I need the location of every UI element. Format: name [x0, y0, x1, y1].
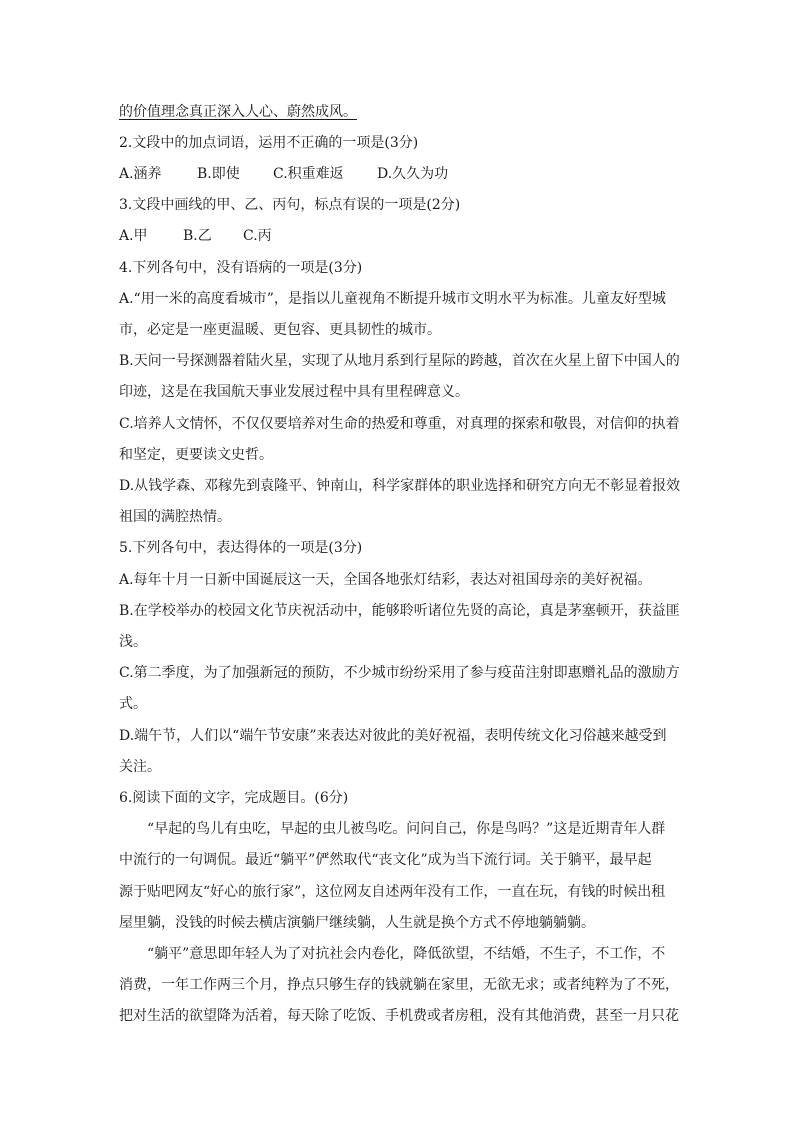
q5-line: B.在学校举办的校园文化节庆祝活动中，能够聆听诸位先贤的高论，真是茅塞顿开，获益匪 [119, 603, 680, 619]
q6-paragraph-line: 把对生活的欲望降为活着，每天除了吃饭、手机费或者房租，没有其他消费，甚至一月只花 [119, 1008, 679, 1024]
q5-line: 浅。 [119, 634, 147, 650]
q6-stem: 6.阅读下面的文字，完成题目。(6分) [119, 790, 349, 806]
q3-option-a: A.甲 [119, 228, 148, 244]
q4-stem: 4.下列各句中，没有语病的一项是(3分) [119, 260, 363, 276]
q4-line: 祖国的满腔热情。 [119, 509, 231, 525]
q4-line: D.从钱学森、邓稼先到袁隆平、钟南山，科学家群体的职业选择和研究方向无不彰显着报效 [119, 478, 681, 494]
q6-paragraph-line: “早起的鸟儿有虫吃，早起的虫儿被鸟吃。问问自己，你是鸟吗？”这是近期青年人群 [147, 821, 666, 837]
q3-options [119, 224, 679, 248]
q5-line: D.端午节，人们以“端午节安康”来表达对彼此的美好祝福，表明传统文化习俗越来越受到 [119, 728, 667, 744]
q4-line: A.“用一米的高度看城市”，是指以儿童视角不断提升城市文明水平为标准。儿童友好型城 [119, 291, 666, 307]
q5-line: C.第二季度，为了加强新冠的预防，不少城市纷纷采用了参与疫苗注射即惠赠礼品的激励方 [119, 665, 680, 681]
q5-line: 关注。 [119, 759, 161, 775]
q3-stem: 3.文段中画线的甲、乙、丙句，标点有误的一项是(2分) [119, 197, 461, 213]
q3-option-c: C.丙 [243, 228, 272, 244]
q6-paragraph-line: 中流行的一句调侃。最近“躺平”俨然取代“丧文化”成为当下流行词。关于躺平，最早起 [119, 852, 652, 868]
q4-line: 市，必定是一座更温暖、更包容、更具韧性的城市。 [119, 322, 441, 338]
q4-line: 印迹，这是在我国航天事业发展过程中具有里程碑意义。 [119, 384, 469, 400]
q4-line: B.天问一号探测器着陆火星，实现了从地月系到行星际的跨越，首次在火星上留下中国人的 [119, 353, 680, 369]
q6-paragraph-line: 屋里躺，没钱的时候去横店演躺尸继续躺，人生就是换个方式不停地躺躺躺。 [119, 915, 595, 931]
q4-line: 和坚定，更要读文史哲。 [119, 447, 273, 463]
q6-paragraph-line: “躺平”意思即年轻人为了对抗社会内卷化，降低欲望，不结婚，不生子，不工作，不 [147, 946, 666, 962]
q6-paragraph-line: 消费，一年工作两三个月，挣点只够生存的钱就躺在家里，无欲无求；或者纯粹为了不死， [119, 977, 679, 993]
q5-line: 式。 [119, 696, 147, 712]
q2-option-d: D.久久为功 [377, 166, 449, 182]
q5-line: A.每年十月一日新中国诞辰这一天，全国各地张灯结彩，表达对祖国母亲的美好祝福。 [119, 572, 652, 588]
q2-options [119, 162, 679, 186]
q2-option-a: A.涵养 [119, 166, 162, 182]
q5-stem: 5.下列各句中，表达得体的一项是(3分) [119, 540, 363, 556]
q6-paragraph-line: 源于贴吧网友“好心的旅行家”，这位网友自述两年没有工作，一直在玩，有钱的时候出租 [119, 884, 666, 900]
intro-tail-line: 的价值理念真正深入人心、蔚然成风。 [119, 104, 357, 120]
q2-option-c: C.积重难返 [273, 166, 344, 182]
q2-option-b: B.即使 [197, 166, 240, 182]
q3-option-b: B.乙 [183, 228, 212, 244]
q2-stem: 2.文段中的加点词语，运用不正确的一项是(3分) [119, 135, 419, 151]
q4-line: C.培养人文情怀，不仅仅要培养对生命的热爱和尊重，对真理的探索和敬畏，对信仰的执着 [119, 416, 680, 432]
